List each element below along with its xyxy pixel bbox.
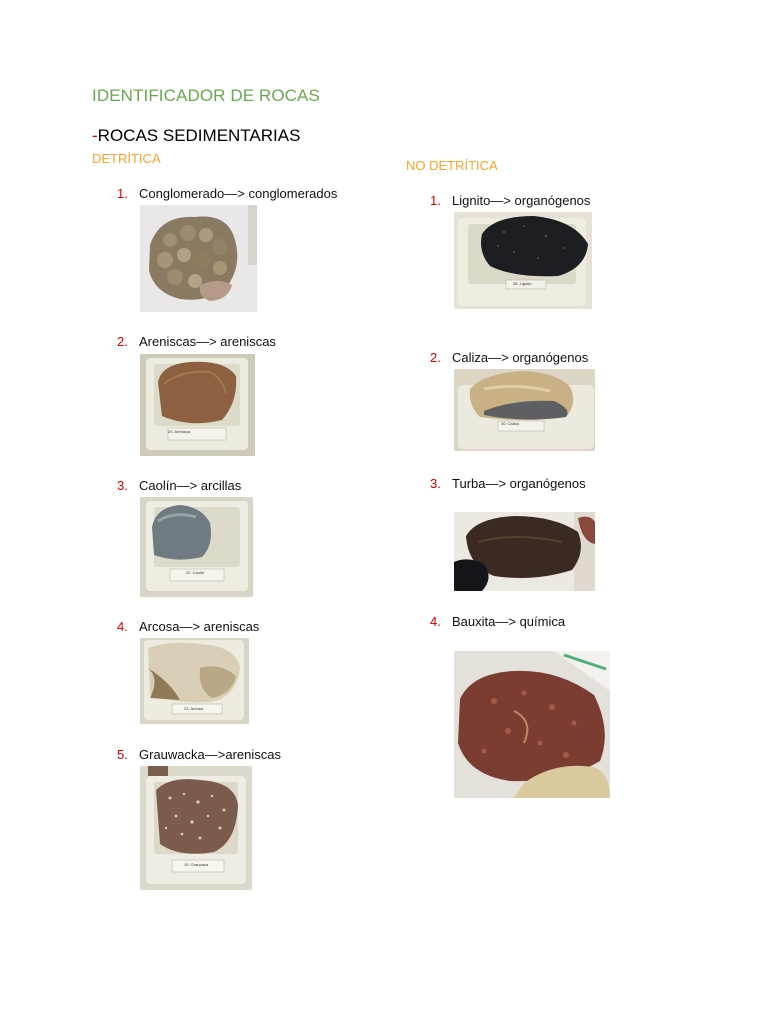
bauxite-rock-photo [454, 651, 610, 798]
peat-rock-photo [454, 512, 595, 591]
list-item: 3. Turba—> organógenos [430, 476, 586, 491]
list-item: 1. Conglomerado—> conglomerados [117, 186, 338, 201]
no-detritica-heading: NO DETRÍTICA [406, 158, 498, 173]
detritica-heading: DETRÍTICA [92, 151, 161, 166]
list-item: 4. Arcosa—> areniscas [117, 619, 260, 634]
specimen-label: 30. Caliza [501, 421, 519, 426]
limestone-rock-photo [454, 369, 595, 451]
list-item: 5. Grauwacka—>areniscas [117, 747, 281, 762]
sandstone-rock-photo [140, 354, 255, 456]
specimen-label: 19. Grauvaca [184, 862, 209, 867]
list-item: 1. Lignito—> organógenos [430, 193, 591, 208]
greywacke-rock-photo [140, 766, 252, 890]
list-item: 3. Caolín—> arcillas [117, 478, 242, 493]
section-label: ROCAS SEDIMENTARIAS [97, 126, 301, 145]
specimen-label: 22. Caolín [186, 570, 205, 575]
conglomerate-rock-photo [140, 205, 257, 312]
list-item: 4. Bauxita—> química [430, 614, 566, 629]
section-dash: - [92, 126, 98, 145]
lignite-rock-photo [454, 212, 592, 309]
kaolin-rock-photo [140, 497, 253, 597]
list-item: 2. Areniscas—> areniscas [117, 334, 276, 349]
specimen-label: 20. Arenisca [168, 429, 191, 434]
specimen-label: 35. Lignito [513, 281, 532, 286]
section-heading [92, 126, 300, 146]
document-title: IDENTIFICADOR DE ROCAS [92, 86, 320, 105]
list-item: 2. Caliza—> organógenos [430, 350, 589, 365]
arkose-rock-photo [140, 638, 249, 724]
specimen-label: 23. Arcosa [184, 706, 203, 711]
